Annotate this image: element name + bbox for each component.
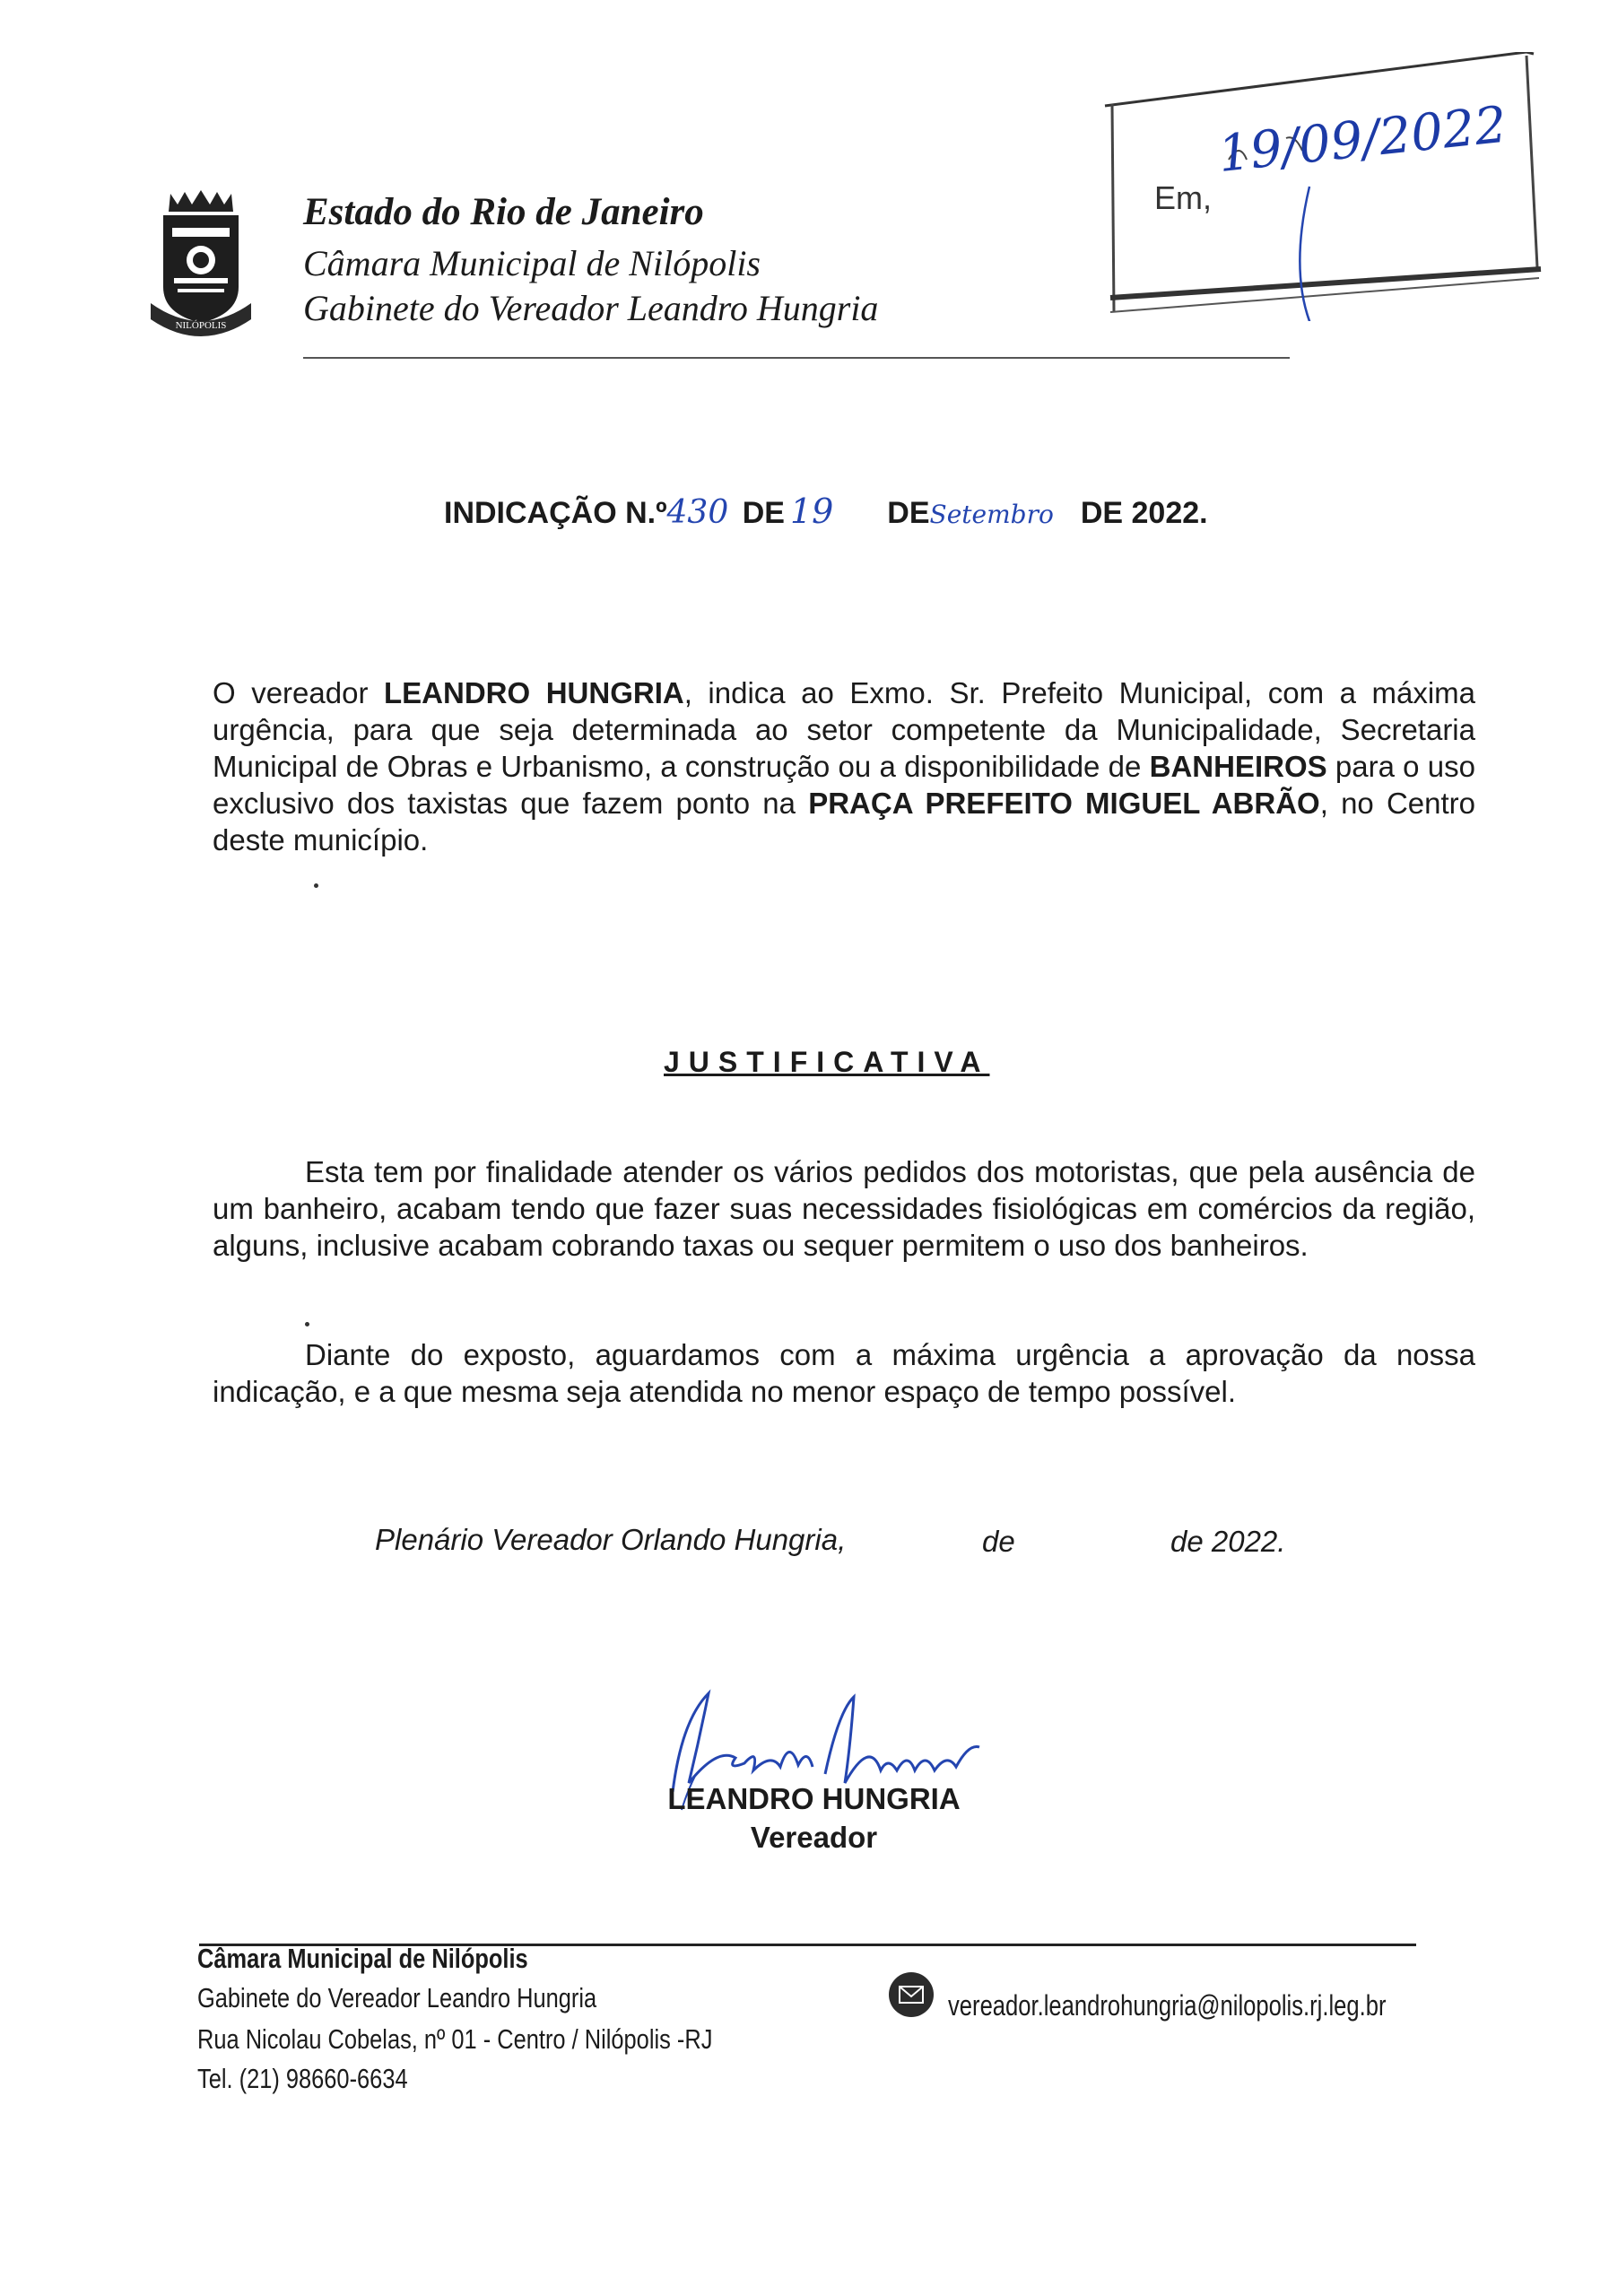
title-month-handwritten: Setembro bbox=[929, 500, 1054, 529]
signature-name: LEANDRO HUNGRIA bbox=[667, 1782, 961, 1815]
justification-heading: JUSTIFICATIVA bbox=[664, 1046, 990, 1078]
indication-text-2: , indica ao Exmo. Sr. Prefeito Municipal, com a máxima urgência, para que seja determinada ao setor competente da Municipalidade, Secretaria Municipal de Obras e Urbanismo, a construção ou a disponibilidade de bbox=[213, 676, 1476, 783]
title-year-label: DE 2022. bbox=[1080, 496, 1208, 530]
closing-de: de bbox=[982, 1525, 1015, 1558]
title-de-label-2: DE bbox=[887, 496, 930, 530]
footer-chamber: Câmara Municipal de Nilópolis bbox=[197, 1943, 528, 1974]
footer-phone: Tel. (21) 98660-6634 bbox=[197, 2063, 408, 2094]
crest-ribbon-text: NILÓPOLIS bbox=[175, 320, 227, 331]
title-number-handwritten: 430 bbox=[666, 494, 729, 531]
title-indicacao-label: INDICAÇÃO N.º bbox=[444, 496, 667, 530]
closing-place: Plenário Vereador Orlando Hungria, bbox=[375, 1523, 847, 1556]
header-chamber: Câmara Municipal de Nilópolis bbox=[303, 243, 761, 283]
municipal-crest-icon bbox=[151, 188, 251, 341]
stray-dot bbox=[314, 883, 318, 888]
indication-item: BANHEIROS bbox=[1149, 750, 1327, 783]
indication-place: PRAÇA PREFEITO MIGUEL ABRÃO bbox=[808, 787, 1320, 820]
envelope-icon bbox=[888, 1971, 935, 2018]
indication-text-1: O vereador bbox=[213, 676, 384, 709]
footer-address: Rua Nicolau Cobelas, nº 01 - Centro / Nilópolis -RJ bbox=[197, 2023, 713, 2055]
indication-paragraph bbox=[213, 674, 1475, 858]
document-title bbox=[444, 491, 1208, 531]
title-day-handwritten: 19 bbox=[789, 491, 834, 531]
indication-text-4: , no Centro deste município. bbox=[213, 787, 1475, 857]
stray-dot bbox=[305, 1322, 309, 1326]
footer-email[interactable]: vereador.leandrohungria@nilopolis.rj.leg.br bbox=[948, 1989, 1387, 2022]
justification-paragraph-2: Diante do exposto, aguardamos com a máxima urgência a aprovação da nossa indicação, e a que mesma seja atendida no menor espaço de tempo possível. bbox=[213, 1338, 1475, 1408]
header-divider bbox=[303, 357, 1290, 359]
stamp-date-handwritten: 19/09/2022 bbox=[1215, 95, 1509, 184]
footer-office: Gabinete do Vereador Leandro Hungria bbox=[197, 1982, 597, 2013]
header-state: Estado do Rio de Janeiro bbox=[303, 191, 704, 233]
title-de-label-1: DE bbox=[742, 496, 785, 530]
header-office: Gabinete do Vereador Leandro Hungria bbox=[303, 288, 879, 328]
justification-paragraph-1: Esta tem por finalidade atender os vários pedidos dos motoristas, que pela ausência de um banheiro, acabam tendo que fazer suas necessidades fisiológicas em comércios da região, alguns, inclusive acabam cobrando taxas ou sequer permitem o uso dos banheiros. bbox=[213, 1155, 1475, 1262]
signature-role: Vereador bbox=[750, 1821, 878, 1854]
closing-year: de 2022. bbox=[1170, 1525, 1286, 1558]
stamp-prefix: Em, bbox=[1154, 179, 1213, 216]
indication-author-name: LEANDRO HUNGRIA bbox=[384, 676, 684, 709]
indication-text-3: para o uso exclusivo dos taxistas que fazem ponto na bbox=[213, 750, 1475, 820]
